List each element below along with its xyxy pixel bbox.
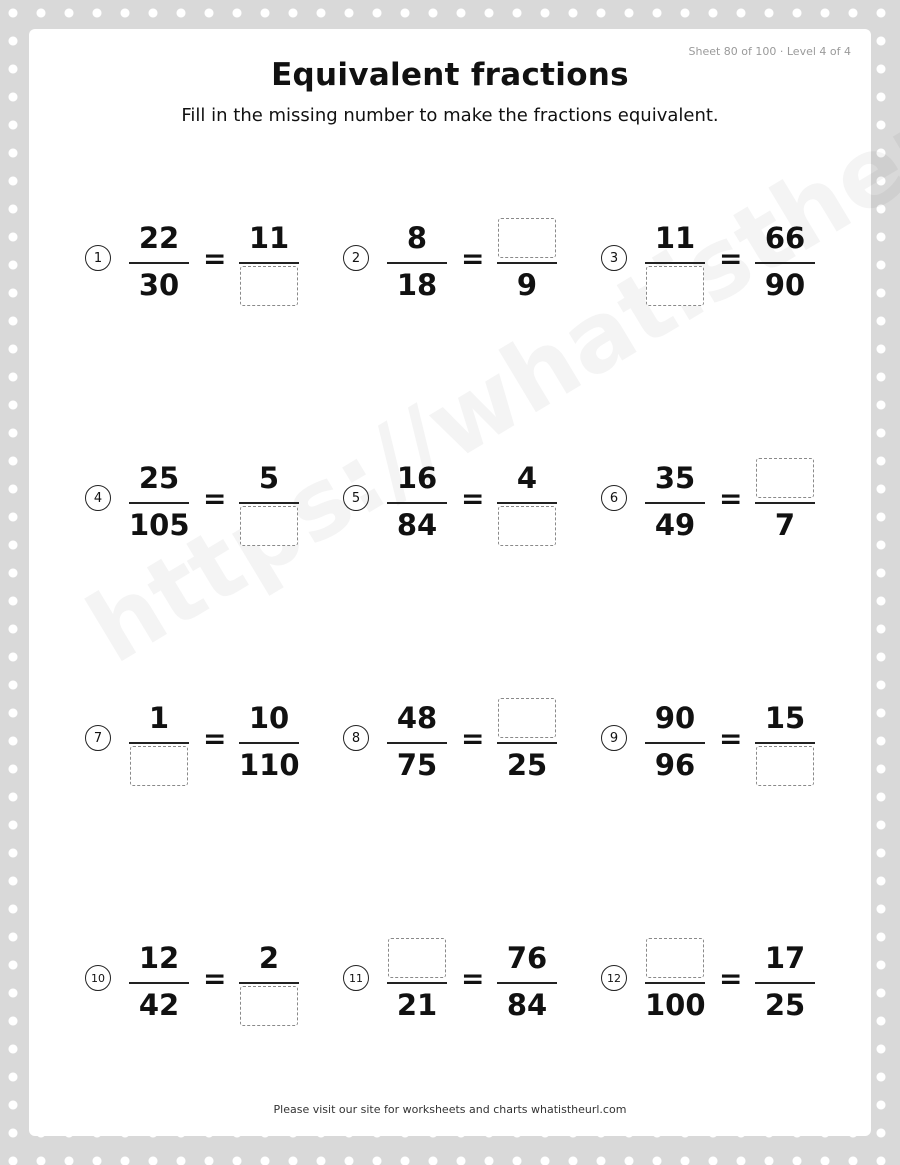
equals-sign: = bbox=[461, 242, 485, 275]
right-fraction bbox=[239, 211, 299, 311]
denominator: 84 bbox=[506, 988, 548, 1022]
fraction-bar bbox=[387, 502, 447, 504]
fraction-bar bbox=[129, 742, 189, 744]
answer-box[interactable] bbox=[498, 506, 556, 546]
numerator: 4 bbox=[516, 461, 538, 495]
left-fraction bbox=[129, 931, 189, 1031]
numerator: 76 bbox=[506, 941, 548, 975]
fraction-bar bbox=[497, 742, 557, 744]
denominator: 49 bbox=[654, 508, 696, 542]
equals-sign: = bbox=[203, 242, 227, 275]
denominator: 42 bbox=[138, 988, 180, 1022]
fraction-bar bbox=[755, 742, 815, 744]
left-fraction bbox=[645, 691, 705, 791]
fraction-bar bbox=[755, 502, 815, 504]
problem-number: 3 bbox=[601, 245, 627, 271]
answer-box[interactable] bbox=[388, 938, 446, 978]
fraction-bar bbox=[645, 502, 705, 504]
denominator: 9 bbox=[516, 268, 538, 302]
fraction-bar bbox=[239, 262, 299, 264]
equals-sign: = bbox=[203, 722, 227, 755]
answer-box[interactable] bbox=[498, 218, 556, 258]
denominator: 96 bbox=[654, 748, 696, 782]
fraction-bar bbox=[129, 262, 189, 264]
denominator: 21 bbox=[396, 988, 438, 1022]
fraction-bar bbox=[239, 982, 299, 984]
instructions: Fill in the missing number to make the fractions equivalent. bbox=[181, 105, 719, 126]
fraction-bar bbox=[387, 982, 447, 984]
right-fraction bbox=[497, 931, 557, 1031]
sheet-info: Sheet 80 of 100 · Level 4 of 4 bbox=[688, 45, 851, 58]
numerator: 11 bbox=[654, 221, 696, 255]
numerator: 12 bbox=[138, 941, 180, 975]
left-fraction bbox=[129, 691, 189, 791]
numerator: 1 bbox=[148, 701, 170, 735]
denominator: 25 bbox=[506, 748, 548, 782]
right-fraction bbox=[497, 451, 557, 551]
left-fraction bbox=[645, 451, 705, 551]
numerator: 2 bbox=[258, 941, 280, 975]
denominator: 105 bbox=[129, 508, 190, 542]
problem-number: 8 bbox=[343, 725, 369, 751]
answer-box[interactable] bbox=[240, 986, 298, 1026]
left-fraction bbox=[645, 211, 705, 311]
numerator: 15 bbox=[764, 701, 806, 735]
answer-box[interactable] bbox=[240, 266, 298, 306]
left-fraction bbox=[129, 451, 189, 551]
fraction-bar bbox=[755, 982, 815, 984]
right-fraction bbox=[497, 211, 557, 311]
fraction-bar bbox=[387, 742, 447, 744]
numerator: 11 bbox=[248, 221, 290, 255]
right-fraction bbox=[755, 211, 815, 311]
equals-sign: = bbox=[719, 242, 743, 275]
denominator: 30 bbox=[138, 268, 180, 302]
problem-number: 1 bbox=[85, 245, 111, 271]
left-fraction bbox=[129, 211, 189, 311]
equals-sign: = bbox=[461, 482, 485, 515]
numerator: 8 bbox=[406, 221, 428, 255]
equals-sign: = bbox=[461, 962, 485, 995]
fraction-bar bbox=[239, 742, 299, 744]
numerator: 25 bbox=[138, 461, 180, 495]
problem-number: 7 bbox=[85, 725, 111, 751]
equals-sign: = bbox=[719, 482, 743, 515]
numerator: 17 bbox=[764, 941, 806, 975]
fraction-bar bbox=[387, 262, 447, 264]
problem-number: 10 bbox=[85, 965, 111, 991]
right-fraction bbox=[239, 451, 299, 551]
footer-text: Please visit our site for worksheets and charts whatistheurl.com bbox=[273, 1103, 627, 1116]
numerator: 48 bbox=[396, 701, 438, 735]
denominator: 7 bbox=[774, 508, 796, 542]
equals-sign: = bbox=[203, 962, 227, 995]
right-fraction bbox=[755, 451, 815, 551]
right-fraction bbox=[755, 931, 815, 1031]
fraction-bar bbox=[645, 982, 705, 984]
problem-number: 5 bbox=[343, 485, 369, 511]
denominator: 75 bbox=[396, 748, 438, 782]
fraction-bar bbox=[497, 982, 557, 984]
left-fraction bbox=[645, 931, 705, 1031]
fraction-bar bbox=[645, 262, 705, 264]
problem-number: 12 bbox=[601, 965, 627, 991]
problem-number: 4 bbox=[85, 485, 111, 511]
answer-box[interactable] bbox=[756, 746, 814, 786]
page-title: Equivalent fractions bbox=[271, 57, 629, 93]
answer-box[interactable] bbox=[498, 698, 556, 738]
left-fraction bbox=[387, 691, 447, 791]
numerator: 22 bbox=[138, 221, 180, 255]
fraction-bar bbox=[645, 742, 705, 744]
problem-number: 9 bbox=[601, 725, 627, 751]
numerator: 90 bbox=[654, 701, 696, 735]
answer-box[interactable] bbox=[130, 746, 188, 786]
answer-box[interactable] bbox=[240, 506, 298, 546]
answer-box[interactable] bbox=[646, 266, 704, 306]
numerator: 66 bbox=[764, 221, 806, 255]
denominator: 100 bbox=[645, 988, 706, 1022]
numerator: 10 bbox=[248, 701, 290, 735]
fraction-bar bbox=[239, 502, 299, 504]
left-fraction bbox=[387, 211, 447, 311]
left-fraction bbox=[387, 451, 447, 551]
left-fraction bbox=[387, 931, 447, 1031]
problem-number: 6 bbox=[601, 485, 627, 511]
equals-sign: = bbox=[461, 722, 485, 755]
equals-sign: = bbox=[203, 482, 227, 515]
problem-number: 11 bbox=[343, 965, 369, 991]
watermark bbox=[69, 0, 900, 685]
answer-box[interactable] bbox=[646, 938, 704, 978]
fraction-bar bbox=[755, 262, 815, 264]
denominator: 110 bbox=[239, 748, 300, 782]
denominator: 25 bbox=[764, 988, 806, 1022]
numerator: 5 bbox=[258, 461, 280, 495]
answer-box[interactable] bbox=[756, 458, 814, 498]
fraction-bar bbox=[129, 502, 189, 504]
denominator: 18 bbox=[396, 268, 438, 302]
right-fraction bbox=[755, 691, 815, 791]
denominator: 90 bbox=[764, 268, 806, 302]
equals-sign: = bbox=[719, 722, 743, 755]
denominator: 84 bbox=[396, 508, 438, 542]
right-fraction bbox=[497, 691, 557, 791]
numerator: 16 bbox=[396, 461, 438, 495]
worksheet-page bbox=[29, 29, 871, 1136]
right-fraction bbox=[239, 931, 299, 1031]
fraction-bar bbox=[497, 262, 557, 264]
problem-number: 2 bbox=[343, 245, 369, 271]
right-fraction bbox=[239, 691, 299, 791]
fraction-bar bbox=[497, 502, 557, 504]
fraction-bar bbox=[129, 982, 189, 984]
equals-sign: = bbox=[719, 962, 743, 995]
numerator: 35 bbox=[654, 461, 696, 495]
